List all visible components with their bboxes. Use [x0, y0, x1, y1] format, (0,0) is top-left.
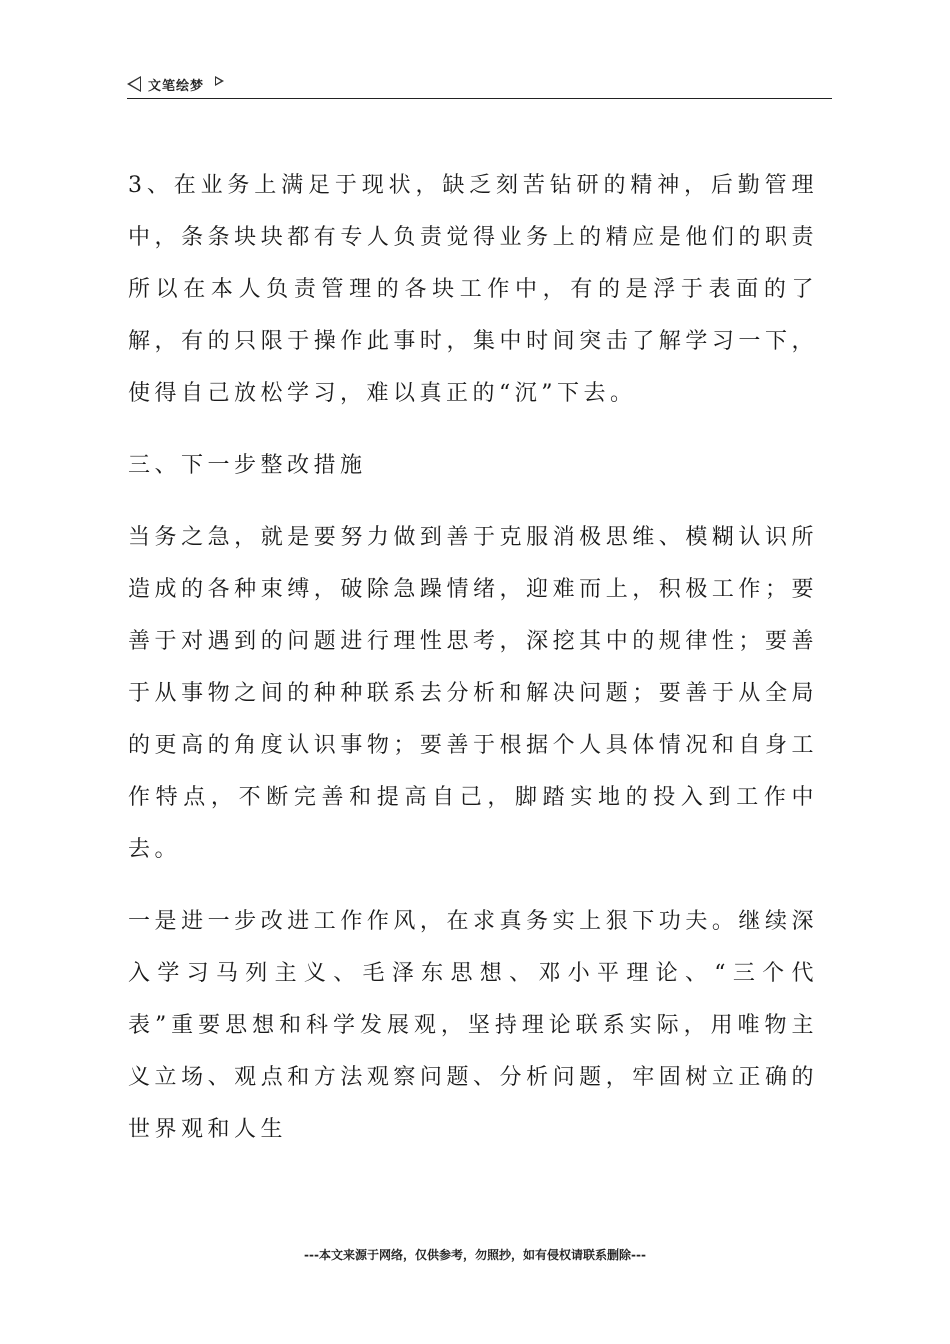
paragraph-urgent-tasks: 当务之急，就是要努力做到善于克服消极思维、模糊认识所造成的各种束缚，破除急躁情绪，迎难而上，积极工作；要善于对遇到的问题进行理性思考，深挖其中的规律性；要善于从事物之间的种种联系去分析和解决问题；要善于从全局的更高的角度认识事物；要善于根据个人具体情况和自身工作特点，不断完善和提高自己，脚踏实地的投入到工作中去。 — [128, 525, 818, 862]
section-heading-next-steps: 三、下一步整改措施 — [128, 453, 367, 478]
triangle-right-icon — [215, 76, 224, 86]
page-header — [127, 70, 832, 99]
triangle-left-icon — [127, 76, 141, 92]
page-footer: ---本文来源于网络，仅供参考，勿照抄，如有侵权请联系删除--- — [304, 1248, 646, 1262]
paragraph-item-3: 3、在业务上满足于现状，缺乏刻苦钻研的精神，后勤管理中，条条块块都有专人负责觉得业务上的精应是他们的职责所以在本人负责管理的各块工作中，有的是浮于表面的了解，有的只限于操作此事时，集中时间突击了解学习一下，使得自己放松学习，难以真正的“沉”下去。 — [128, 173, 818, 406]
header-brand: 文笔绘梦 — [148, 79, 205, 94]
document-body — [128, 160, 818, 1176]
paragraph-first-measure: 一是进一步改进工作作风，在求真务实上狠下功夫。继续深入学习马列主义、毛泽东思想、邓小平理论、“三个代表”重要思想和科学发展观，坚持理论联系实际，用唯物主义立场、观点和方法观察问题、分析问题，牢固树立正确的世界观和人生 — [128, 909, 818, 1142]
